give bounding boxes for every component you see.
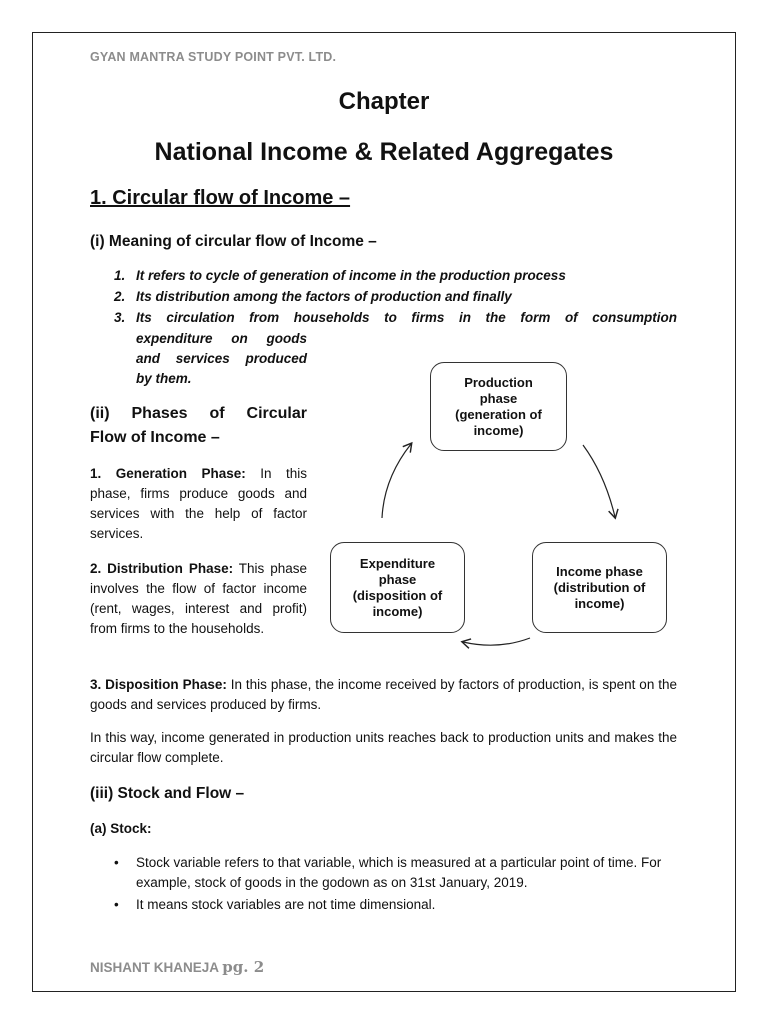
bullet-icon: •: [114, 855, 119, 870]
footer-author: NISHANT KHANEJA: [90, 960, 219, 975]
meaning-item-3-cont-1: expenditure on goods: [136, 331, 307, 346]
generation-phase-paragraph: 1. Generation Phase: In this phase, firms produce goods and services with the help of factor services.: [90, 466, 307, 541]
meaning-heading: (i) Meaning of circular flow of Income –: [90, 233, 377, 250]
chapter-label: Chapter: [338, 88, 430, 115]
arrow-production-to-income: [583, 445, 615, 517]
meaning-item-3-cont-2: and services produced: [136, 351, 307, 366]
meaning-item-3-cont-3: by them.: [136, 371, 192, 386]
page-number: pg. 2: [222, 958, 265, 976]
stock-heading: (a) Stock:: [90, 821, 152, 836]
phases-heading-line1: (ii) Phases of Circular: [90, 405, 307, 422]
bullet-icon: •: [114, 897, 119, 912]
stock-bullet-1: • Stock variable refers to that variable, which is measured at a particular point of time. For example, stock of goods in the godown as on 31st January, 2019.: [114, 855, 662, 890]
footer: [90, 958, 264, 976]
income-phase-box: Income phase (distribution of income): [532, 542, 667, 633]
expenditure-phase-box: Expenditure phase (disposition of income): [330, 542, 465, 633]
meaning-item-1: 1. It refers to cycle of generation of income in the production process: [114, 268, 566, 283]
distribution-phase-paragraph: 2. Distribution Phase: This phase involves the flow of factor income (rent, wages, interest and profit) from firms to the households.: [90, 561, 307, 636]
header-company: GYAN MANTRA STUDY POINT PVT. LTD.: [90, 50, 337, 64]
meaning-item-3: 3. Its circulation from households to firms in the form of consumption: [114, 310, 677, 325]
stock-flow-heading: (iii) Stock and Flow –: [90, 785, 245, 802]
conclusion-paragraph: In this way, income generated in production units reaches back to production units and makes the circular flow complete.: [90, 730, 677, 765]
meaning-item-2: 2. Its distribution among the factors of production and finally: [114, 289, 512, 304]
stock-bullet-2: • It means stock variables are not time dimensional.: [90, 895, 680, 915]
section-heading-circular-flow: 1. Circular flow of Income –: [90, 187, 351, 209]
stock-bullet-list: [90, 853, 680, 915]
production-phase-box: Production phase (generation of income): [430, 362, 567, 451]
phases-heading-line2: Flow of Income –: [90, 429, 220, 446]
disposition-phase-paragraph: 3. Disposition Phase: In this phase, the income received by factors of production, is spent on the goods and services produced by firms.: [90, 677, 677, 712]
chapter-title: National Income & Related Aggregates: [154, 138, 614, 166]
arrow-income-to-expenditure: [463, 638, 530, 645]
arrow-expenditure-to-production: [382, 444, 411, 518]
